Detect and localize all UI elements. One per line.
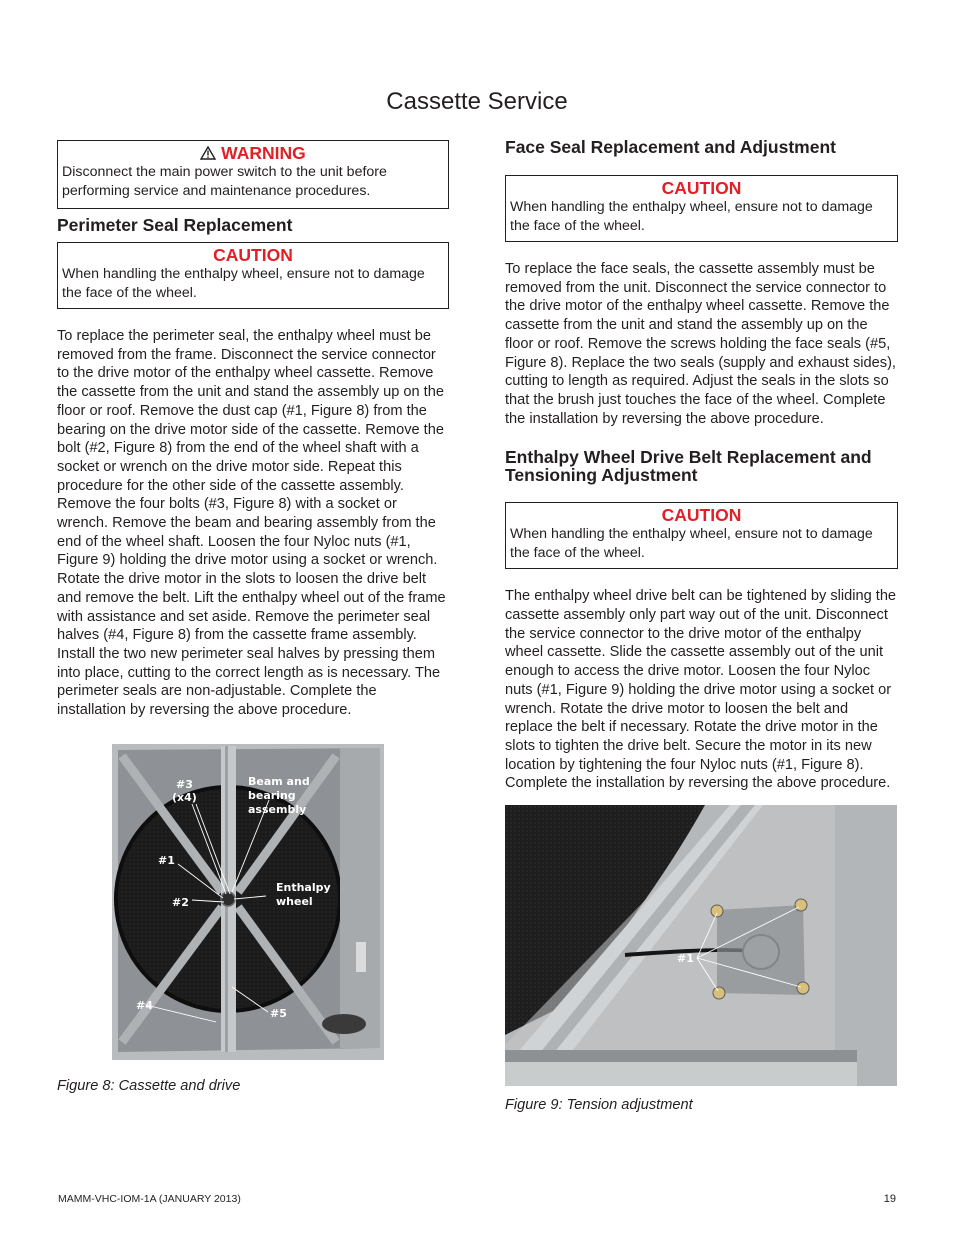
figure-8-label-beam-2: bearing (248, 788, 296, 802)
page-title: Cassette Service (386, 88, 568, 115)
caution-text: When handling the enthalpy wheel, ensure not to damage the face of the wheel. (510, 526, 873, 561)
figure-8-label-beam-1: Beam and (248, 774, 310, 788)
cassette-image (104, 742, 389, 1060)
figure-8-label-3b: (x4) (172, 790, 197, 804)
page-number: 19 (883, 1193, 896, 1205)
warning-triangle-icon (200, 146, 216, 160)
figure-9-caption: Figure 9: Tension adjustment (505, 1097, 693, 1114)
tension-image (505, 805, 897, 1086)
figure-8-label-4: #4 (136, 998, 153, 1012)
warning-text: Disconnect the main power switch to the unit before performing service and maintenance procedures. (62, 164, 387, 199)
figure-8-label-beam-3: assembly (248, 802, 307, 816)
caution-box-face-seal (505, 175, 898, 242)
caution-box-belt (505, 502, 898, 569)
figure-8-label-3: #3 (176, 777, 193, 791)
figure-8-label-wheel-1: Enthalpy (276, 880, 331, 894)
caution-box-perimeter (57, 242, 449, 309)
left-column (57, 140, 449, 1094)
figure-9-label-1: #1 (677, 952, 694, 966)
perimeter-seal-body: To replace the perimeter seal, the enthalpy wheel must be removed from the frame. Disconnect the service connector to the drive motor of the enthalpy wheel cassette. Remove the cassette from the unit and stand the assembly up on the floor or roof. Remove the dust cap (#1, Figure 8) from the bearing on the drive motor side of the cassette. Remove the bolt (#2, Figure 8) from the end of the wheel shaft with a socket or wrench on the drive motor side. Repeat this procedure for the other side of the cassette assembly. Remove the four bolts (#3, Figure 8) with a socket or wrench. Remove the beam and bearing assembly from the end of the wheel shaft. Loosen the four Nyloc nuts (#1, Figure 9) holding the drive motor using a socket or wrench. Rotate the drive motor in the slots to loosen the drive belt and remove the belt. Lift the enthalpy wheel out of the frame with assistance and set aside. Remove the perimeter seal halves (#4, Figure 8) from the cassette frame assembly. Install the two new perimeter seal halves by pressing them into place, cutting to the correct length as is necessary. The perimeter seals are non-adjustable. Complete the installation by reversing the above procedure. (57, 328, 446, 719)
caution-text: When handling the enthalpy wheel, ensure not to damage the face of the wheel. (62, 266, 425, 301)
figure-8-label-5: #5 (270, 1006, 287, 1020)
warning-heading: WARNING (62, 143, 444, 163)
caution-heading: CAUTION (661, 505, 742, 526)
footer-document-id: MAMM-VHC-IOM-1A (JANUARY 2013) (58, 1193, 241, 1205)
figure-8-label-1: #1 (158, 853, 175, 867)
perimeter-seal-heading: Perimeter Seal Replacement (57, 215, 293, 235)
figure-8-photo (104, 742, 449, 1060)
right-column (505, 138, 898, 1113)
caution-heading: CAUTION (213, 245, 293, 265)
face-seal-body: To replace the face seals, the cassette assembly must be removed from the unit. Disconnect the service connector to the drive motor of the enthalpy wheel cassette. Remove the cassette from the unit and stand the assembly up on the floor or roof. Remove the screws holding the face seals (#5, Figure 8). Replace the two seals (supply and exhaust sides), cutting to length as required. Adjust the seals in the slots so that the brush just touches the face of the wheel. Complete the installation by reversing the above procedure. (505, 261, 896, 427)
caution-heading: CAUTION (661, 178, 742, 198)
figure-9-photo (505, 805, 898, 1086)
figure-8-label-2: #2 (172, 895, 189, 909)
belt-body: The enthalpy wheel drive belt can be tightened by sliding the cassette assembly only part way out of the unit. Disconnect the service connector to the drive motor of the enthalpy wheel cassette. Slide the cassette assembly out of the unit enough to access the drive motor. Loosen the four Nyloc nuts (#1, Figure 9) holding the drive motor using a socket or wrench. Rotate the drive motor to loosen the belt and replace the belt if necessary. Rotate the drive motor in the slots to tighten the drive belt. Secure the motor in its new location by tightening the four Nyloc nuts (#1, Figure 8). Complete the installation by reversing the above procedure. (505, 588, 897, 792)
figure-8-caption: Figure 8: Cassette and drive (57, 1077, 241, 1094)
belt-heading: Enthalpy Wheel Drive Belt Replacement and Tensioning Adjustment (505, 447, 872, 486)
figure-8-label-wheel-2: wheel (276, 894, 313, 908)
caution-text: When handling the enthalpy wheel, ensure not to damage the face of the wheel. (510, 199, 873, 234)
warning-box (57, 140, 449, 209)
face-seal-heading: Face Seal Replacement and Adjustment (505, 137, 836, 157)
